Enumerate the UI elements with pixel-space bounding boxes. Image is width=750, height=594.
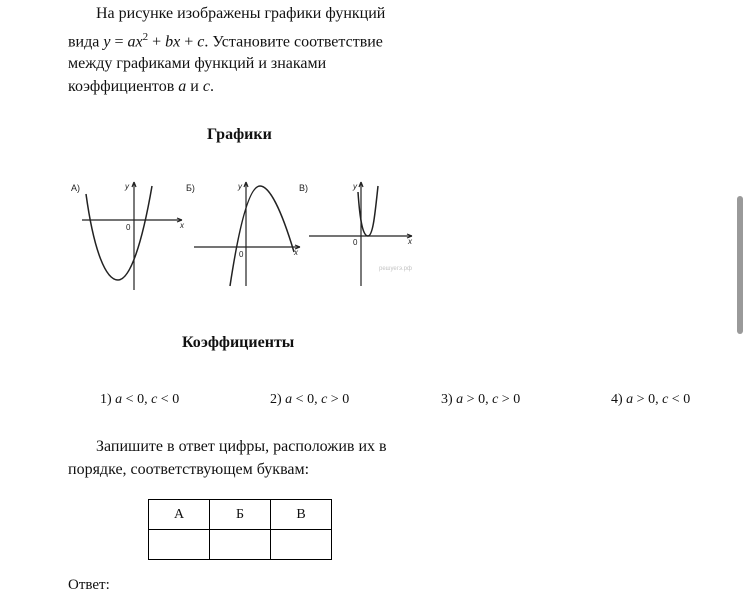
option-1: 1) a < 0, c < 0 xyxy=(100,392,180,407)
graph-c-y-label: y xyxy=(353,182,357,191)
graph-a-y-label: y xyxy=(125,182,129,191)
coefficients-heading: Коэффициенты xyxy=(182,334,295,351)
problem-statement xyxy=(68,3,428,98)
answer-header-v: В xyxy=(271,500,332,530)
answer-label: Ответ: xyxy=(68,577,110,593)
graph-a-origin-label: 0 xyxy=(126,223,131,232)
graph-c xyxy=(299,182,413,286)
watermark: решуегэ.рф xyxy=(379,266,412,272)
graph-c-label: В) xyxy=(299,183,308,193)
graph-a-axis-arrows xyxy=(132,182,182,222)
answer-header-a: А xyxy=(149,500,210,530)
answer-table xyxy=(148,499,332,560)
answer-cell-a[interactable] xyxy=(149,530,210,560)
option-2: 2) a < 0, c > 0 xyxy=(270,392,350,407)
intro-line-2: вида $y = ax^2$ + bx + c. Установите соответствие xyxy=(68,30,383,50)
intro-line-1: На рисунке изображены графики функций xyxy=(96,5,386,22)
graph-a xyxy=(71,182,185,290)
graph-b-parabola xyxy=(230,186,294,286)
answer-cell-b[interactable] xyxy=(210,530,271,560)
scrollbar-thumb[interactable] xyxy=(737,196,743,334)
intro-line-3: между графиками функций и знаками xyxy=(68,55,327,73)
answer-table-value-row xyxy=(149,530,332,560)
graph-b-y-label: y xyxy=(238,182,242,191)
graph-a-label: А) xyxy=(71,183,80,193)
graph-b xyxy=(186,182,300,286)
option-4: 4) a > 0, c < 0 xyxy=(611,392,691,407)
graph-b-label: Б) xyxy=(186,183,195,193)
graph-a-parabola xyxy=(86,186,152,280)
instruction-line-1: Запишите в ответ цифры, расположив их в xyxy=(96,438,387,455)
answer-header-b: Б xyxy=(210,500,271,530)
instruction xyxy=(68,436,428,481)
instruction-line-2: порядке, соответствующем буквам: xyxy=(68,460,310,478)
option-3: 3) a > 0, c > 0 xyxy=(441,392,521,407)
graph-b-origin-label: 0 xyxy=(239,250,244,259)
graphs-heading: Графики xyxy=(207,126,272,143)
graphs-figure xyxy=(66,174,426,294)
graph-b-x-label: x xyxy=(294,248,298,257)
graph-c-origin-label: 0 xyxy=(353,238,358,247)
answer-table-header-row xyxy=(149,500,332,530)
graph-a-x-label: x xyxy=(180,221,184,230)
graph-c-axis-arrows xyxy=(359,182,412,238)
graph-c-x-label: x xyxy=(408,237,412,246)
answer-cell-v[interactable] xyxy=(271,530,332,560)
intro-line-4: коэффициентов a и c. xyxy=(68,77,214,95)
